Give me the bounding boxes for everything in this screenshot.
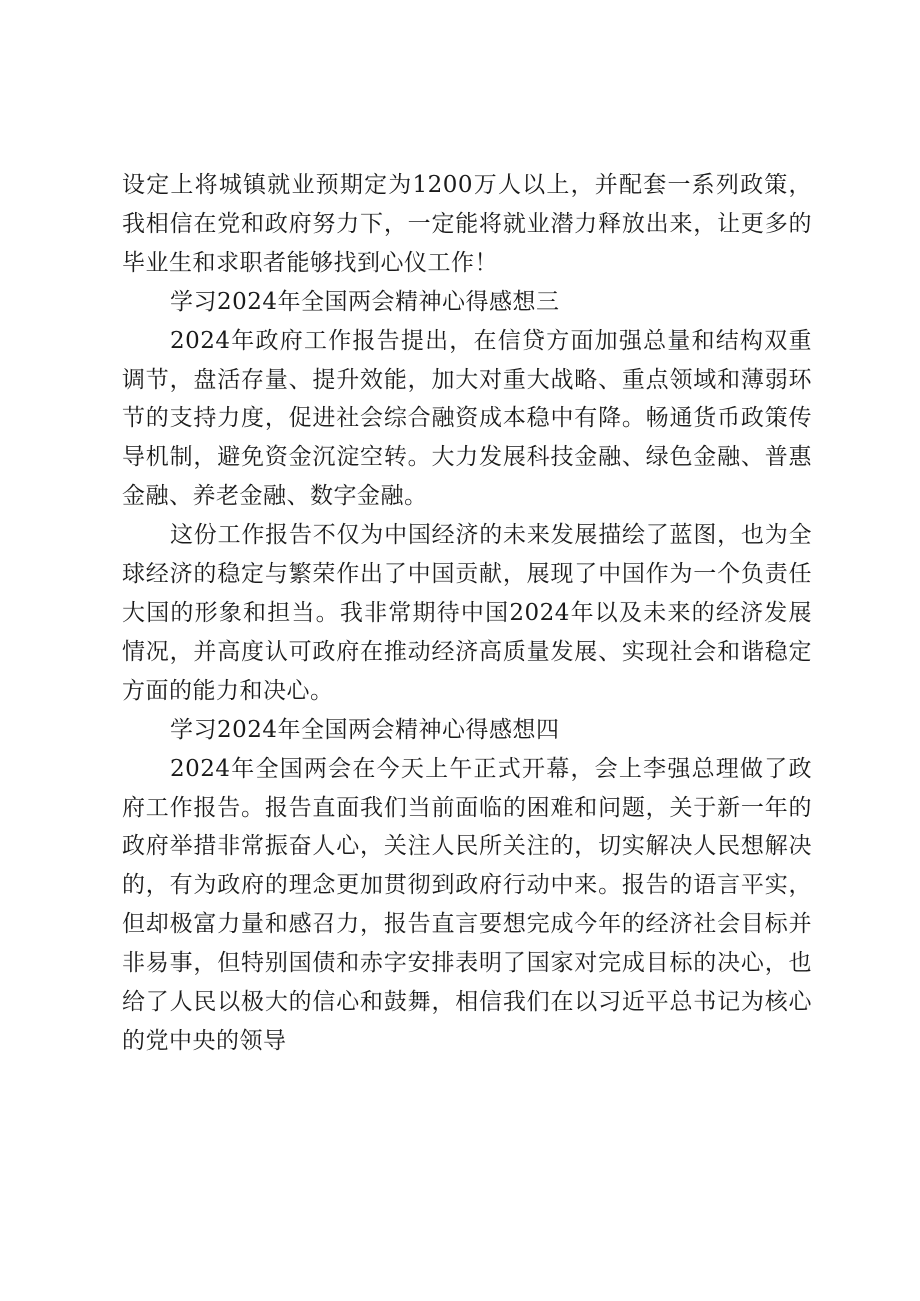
paragraph-report-significance: 这份工作报告不仅为中国经济的未来发展描绘了蓝图，也为全球经济的稳定与繁荣作出了中国贡献，展现了中国作为一个负责任大国的形象和担当。我非常期待中国2024年以及未来的经济发展情况，并高度认可政府在推动经济高质量发展、实现社会和谐稳定方面的能力和决心。 — [122, 522, 812, 704]
paragraph-credit-policy: 2024年政府工作报告提出，在信贷方面加强总量和结构双重调节，盘活存量、提升效能，加大对重大战略、重点领域和薄弱环节的支持力度，促进社会综合融资成本稳中有降。畅通货币政策传导机制，避免资金沉淀空转。大力发展科技金融、绿色金融、普惠金融、养老金融、数字金融。 — [122, 327, 812, 510]
section-heading-four: 学习2024年全国两会精神心得感想四 — [170, 716, 560, 743]
paragraph-two-sessions-opening: 2024年全国两会在今天上午正式开幕，会上李强总理做了政府工作报告。报告直面我们当前面临的困难和问题，关于新一年的政府举措非常振奋人心，关注人民所关注的，切实解决人民想解决的，有为政府的理念更加贯彻到政府行动中来。报告的语言平实，但却极富力量和感召力，报告直言要想完成今年的经济社会目标并非易事，但特别国债和赤字安排表明了国家对完成目标的决心，也给了人民以极大的信心和鼓舞，相信我们在以习近平总书记为核心的党中央的领导 — [122, 755, 812, 1054]
document-page — [122, 166, 812, 1061]
paragraph-employment-conclusion: 设定上将城镇就业预期定为1200万人以上，并配套一系列政策，我相信在党和政府努力下，一定能将就业潜力释放出来，让更多的毕业生和求职者能够找到心仪工作！ — [122, 172, 812, 276]
section-heading-three: 学习2024年全国两会精神心得感想三 — [170, 288, 560, 315]
